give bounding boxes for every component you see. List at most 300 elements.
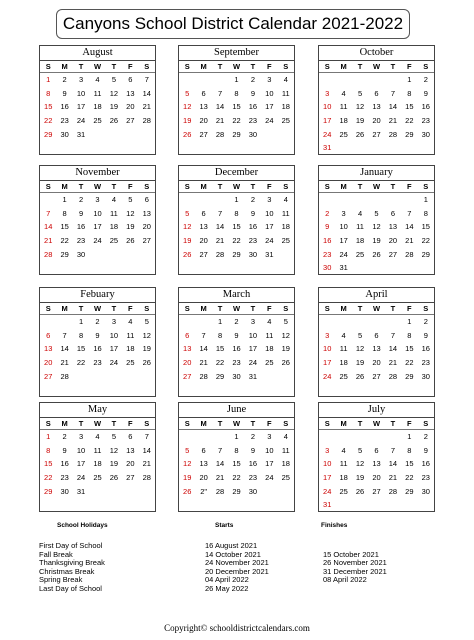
holidays-header-starts: Starts xyxy=(215,522,234,529)
weekday-header: M xyxy=(56,418,72,430)
day-cell: 15 xyxy=(44,459,53,469)
month-name: June xyxy=(179,403,294,418)
weekday-header: T xyxy=(245,303,261,315)
weekday-header: S xyxy=(319,181,335,193)
day-cell: 23 xyxy=(421,116,430,126)
day-cell: 10 xyxy=(76,88,86,98)
day-cell: 12 xyxy=(355,459,365,469)
day-cell: 27 xyxy=(372,129,381,139)
day-cell: 2 xyxy=(78,195,84,204)
day-cell: 10 xyxy=(323,102,332,112)
day-cell: 16 xyxy=(60,102,69,112)
day-cell: 6 xyxy=(390,208,395,218)
month-june xyxy=(178,402,295,512)
day-cell: 13 xyxy=(372,344,381,354)
day-cell: 14 xyxy=(215,222,225,232)
day-cell: 21 xyxy=(215,116,225,126)
day-cell: 12 xyxy=(355,102,365,112)
weekday-header: T xyxy=(352,61,368,73)
day-cell: 22 xyxy=(215,358,225,368)
weekday-header: F xyxy=(122,181,138,193)
weekday-header: M xyxy=(335,181,351,193)
weekday-header: M xyxy=(56,181,72,193)
day-cell: 26 xyxy=(183,249,192,259)
day-cell: 25 xyxy=(281,236,290,246)
day-cell: 31 xyxy=(76,486,86,496)
month-july xyxy=(318,402,435,512)
day-cell: 11 xyxy=(93,445,102,455)
day-empty xyxy=(368,315,384,329)
day-cell: 1 xyxy=(407,317,412,326)
day-cell: 14 xyxy=(388,102,398,112)
day-cell: 4 xyxy=(341,88,346,98)
weekday-header: S xyxy=(139,418,155,430)
copyright-text: Copyright© schooldistrictcalendars.com xyxy=(164,623,310,633)
weekday-header: T xyxy=(212,61,228,73)
day-cell: 4 xyxy=(283,195,288,204)
day-cell: 10 xyxy=(93,208,102,218)
day-cell: 26 xyxy=(183,129,192,139)
day-cell: 3 xyxy=(325,445,330,455)
day-cell: 29 xyxy=(421,249,430,259)
day-cell: 11 xyxy=(281,208,290,218)
day-cell: 13 xyxy=(199,222,208,232)
day-empty xyxy=(195,73,211,87)
day-cell: 3 xyxy=(341,208,346,218)
day-cell: 18 xyxy=(339,358,348,368)
day-cell: 12 xyxy=(142,330,151,340)
day-cell: 6 xyxy=(128,432,133,441)
day-cell: 15 xyxy=(405,344,414,354)
day-cell: 14 xyxy=(60,344,69,354)
day-empty xyxy=(352,193,368,207)
weekday-header: T xyxy=(106,61,122,73)
day-cell: 16 xyxy=(248,459,258,469)
day-cell: 27 xyxy=(142,236,151,246)
weekday-header: S xyxy=(179,181,195,193)
weekday-header: S xyxy=(319,303,335,315)
day-cell: 15 xyxy=(421,222,430,232)
day-cell: 13 xyxy=(126,88,135,98)
day-cell: 15 xyxy=(232,222,241,232)
day-cell: 30 xyxy=(248,249,258,259)
weekday-header: W xyxy=(368,303,384,315)
day-cell: 21 xyxy=(142,459,151,469)
day-cell: 19 xyxy=(183,236,192,246)
day-cell: 23 xyxy=(76,236,86,246)
day-cell: 17 xyxy=(265,102,274,112)
day-cell: 22 xyxy=(405,116,414,126)
day-cell: 2 xyxy=(423,317,428,326)
weekday-header: S xyxy=(278,303,294,315)
day-cell: 4 xyxy=(95,432,100,441)
holiday-starts: 14 October 2021 xyxy=(205,549,261,559)
weekday-header: S xyxy=(418,181,434,193)
day-cell: 22 xyxy=(405,358,414,368)
day-cell: 16 xyxy=(93,344,102,354)
weekday-header: T xyxy=(212,418,228,430)
weekday-header: S xyxy=(139,303,155,315)
day-cell: 3 xyxy=(95,195,100,204)
day-cell: 10 xyxy=(76,445,86,455)
weekday-header: S xyxy=(418,418,434,430)
day-cell: 5 xyxy=(144,317,149,326)
month-name: May xyxy=(40,403,155,418)
day-cell: 27 xyxy=(126,473,135,483)
day-cell: 31 xyxy=(265,249,274,259)
day-cell: 25 xyxy=(126,358,135,368)
weekday-header: M xyxy=(195,61,211,73)
holiday-event: Last Day of School xyxy=(39,583,102,593)
day-cell: 2 xyxy=(250,75,255,84)
day-cell: 26 xyxy=(281,358,290,368)
day-cell: 1 xyxy=(234,432,239,441)
day-empty xyxy=(179,73,195,87)
weekday-header: T xyxy=(385,303,401,315)
day-cell: 7 xyxy=(390,330,395,340)
day-cell: 16 xyxy=(248,102,258,112)
day-cell: 8 xyxy=(234,208,239,218)
weekday-header: S xyxy=(278,61,294,73)
day-cell: 22 xyxy=(232,473,241,483)
holiday-starts: 04 April 2022 xyxy=(205,575,249,584)
day-cell: 21 xyxy=(44,236,53,246)
day-cell: 19 xyxy=(183,116,192,126)
day-cell: 7 xyxy=(407,208,412,218)
weekday-header: M xyxy=(195,181,211,193)
day-cell: 6 xyxy=(46,330,51,340)
weekday-header: M xyxy=(56,61,72,73)
day-cell: 16 xyxy=(60,459,69,469)
weekday-header: T xyxy=(73,303,89,315)
weekday-header: T xyxy=(352,418,368,430)
weekday-header: W xyxy=(89,418,105,430)
day-cell: 5 xyxy=(185,208,190,218)
day-cell: 28 xyxy=(142,116,151,126)
day-cell: 8 xyxy=(234,445,239,455)
day-cell: 23 xyxy=(60,116,69,126)
day-cell: 28 xyxy=(215,249,225,259)
day-cell: 23 xyxy=(248,236,258,246)
day-cell: 30 xyxy=(60,486,69,496)
weekday-header: W xyxy=(89,181,105,193)
day-cell: 10 xyxy=(265,88,274,98)
weekday-header: F xyxy=(122,418,138,430)
day-cell: 24 xyxy=(109,358,119,368)
day-cell: 29 xyxy=(405,486,414,496)
day-cell: 26 xyxy=(126,236,135,246)
day-empty xyxy=(319,315,335,329)
holiday-starts: 24 November 2021 xyxy=(205,558,269,567)
day-cell: 17 xyxy=(76,102,86,112)
day-cell: 2 xyxy=(250,195,255,204)
day-cell: 27 xyxy=(372,486,381,496)
day-cell: 12 xyxy=(109,88,119,98)
day-empty xyxy=(40,193,56,207)
day-cell: 21 xyxy=(388,358,398,368)
day-cell: 8 xyxy=(423,208,428,218)
day-cell: 7 xyxy=(390,445,395,455)
weekday-header: T xyxy=(352,181,368,193)
day-cell: 1 xyxy=(423,195,428,204)
holiday-finishes: 08 April 2022 xyxy=(323,575,367,584)
day-cell: 8 xyxy=(234,88,239,98)
day-cell: 20 xyxy=(126,102,135,112)
weekday-header: M xyxy=(195,418,211,430)
weekday-header: S xyxy=(139,61,155,73)
weekday-header: S xyxy=(40,61,56,73)
day-empty xyxy=(368,430,384,444)
weekday-header: S xyxy=(278,181,294,193)
day-cell: 5 xyxy=(185,88,190,98)
day-cell: 17 xyxy=(265,222,274,232)
day-cell: 14 xyxy=(199,344,208,354)
day-cell: 24 xyxy=(265,236,274,246)
day-empty xyxy=(401,193,417,207)
day-cell: 27 xyxy=(126,116,135,126)
weekday-header: W xyxy=(368,61,384,73)
day-cell: 29 xyxy=(232,129,241,139)
day-cell: 26 xyxy=(355,129,365,139)
day-cell: 17 xyxy=(93,222,102,232)
day-cell: 26 xyxy=(183,486,192,496)
holiday-finishes: 31 December 2021 xyxy=(323,566,387,576)
weekday-header: T xyxy=(106,303,122,315)
day-cell: 10 xyxy=(248,330,258,340)
day-cell: 24 xyxy=(248,358,258,368)
day-cell: 23 xyxy=(248,473,258,483)
weekday-header: S xyxy=(40,303,56,315)
day-cell: 21 xyxy=(60,358,69,368)
day-cell: 13 xyxy=(142,208,151,218)
day-cell: 18 xyxy=(355,236,365,246)
day-cell: 5 xyxy=(111,75,116,84)
day-cell: 14 xyxy=(142,88,151,98)
day-cell: 18 xyxy=(339,116,348,126)
day-cell: 12 xyxy=(109,445,119,455)
day-cell: 4 xyxy=(267,317,272,326)
day-cell: 8 xyxy=(78,330,84,340)
day-cell: 14 xyxy=(142,445,151,455)
weekday-header: S xyxy=(319,61,335,73)
day-cell: 8 xyxy=(46,88,51,98)
day-cell: 24 xyxy=(76,473,86,483)
day-cell: 30 xyxy=(248,129,258,139)
day-cell: 9 xyxy=(423,88,428,98)
day-cell: 13 xyxy=(388,222,398,232)
day-cell: 22 xyxy=(76,358,86,368)
day-cell: 4 xyxy=(95,75,100,84)
day-cell: 2 xyxy=(423,75,428,84)
day-cell: 5 xyxy=(357,445,363,455)
weekday-header: F xyxy=(261,418,277,430)
day-cell: 18 xyxy=(93,102,102,112)
day-cell: 12 xyxy=(183,459,192,469)
weekday-header: T xyxy=(73,181,89,193)
day-cell: 24 xyxy=(323,371,332,381)
day-cell: 29 xyxy=(60,249,69,259)
day-cell: 5 xyxy=(111,432,116,441)
day-cell: 4 xyxy=(341,445,346,455)
day-cell: 13 xyxy=(183,344,192,354)
day-cell: 12 xyxy=(281,330,290,340)
day-empty xyxy=(40,315,56,329)
day-cell: 9 xyxy=(62,88,67,98)
month-august xyxy=(39,45,156,155)
weekday-header: T xyxy=(352,303,368,315)
month-name: January xyxy=(319,166,434,181)
day-cell: 26 xyxy=(372,249,381,259)
day-cell: 14 xyxy=(388,459,398,469)
weekday-header: S xyxy=(40,418,56,430)
weekday-header: S xyxy=(179,303,195,315)
day-cell: 26 xyxy=(109,116,119,126)
day-cell: 17 xyxy=(248,344,258,354)
weekday-header: F xyxy=(401,303,417,315)
months-grid xyxy=(39,45,435,517)
day-cell: 25 xyxy=(281,473,290,483)
day-cell: 3 xyxy=(267,432,272,441)
day-cell: 8 xyxy=(62,208,67,218)
day-cell: 2" xyxy=(200,486,208,496)
day-cell: 22 xyxy=(405,473,414,483)
day-cell: 20 xyxy=(388,236,398,246)
month-name: September xyxy=(179,46,294,61)
day-cell: 6 xyxy=(374,330,379,340)
day-cell: 4 xyxy=(341,330,346,340)
weekday-header: M xyxy=(335,61,351,73)
month-name: November xyxy=(40,166,155,181)
day-cell: 16 xyxy=(248,222,258,232)
day-cell: 29 xyxy=(232,486,241,496)
weekday-header: T xyxy=(212,181,228,193)
weekday-header: T xyxy=(212,303,228,315)
day-cell: 28 xyxy=(199,371,208,381)
day-cell: 6 xyxy=(185,330,190,340)
day-cell: 5 xyxy=(185,445,190,455)
day-cell: 18 xyxy=(109,222,119,232)
day-cell: 13 xyxy=(199,102,208,112)
day-cell: 6 xyxy=(201,208,206,218)
day-cell: 2 xyxy=(250,432,255,441)
day-cell: 19 xyxy=(109,102,119,112)
day-cell: 13 xyxy=(199,459,208,469)
day-cell: 19 xyxy=(142,344,151,354)
day-cell: 2 xyxy=(325,208,330,218)
day-cell: 25 xyxy=(355,249,365,259)
day-cell: 24 xyxy=(93,236,102,246)
weekday-header: S xyxy=(179,61,195,73)
day-cell: 1 xyxy=(234,195,239,204)
day-cell: 21 xyxy=(199,358,208,368)
day-cell: 14 xyxy=(388,344,398,354)
month-name: August xyxy=(40,46,155,61)
day-cell: 14 xyxy=(44,222,53,232)
day-cell: 8 xyxy=(217,330,223,340)
day-cell: 10 xyxy=(323,459,332,469)
weekday-header: F xyxy=(122,303,138,315)
day-empty xyxy=(319,73,335,87)
day-cell: 23 xyxy=(248,116,258,126)
month-november xyxy=(39,165,156,275)
day-cell: 4 xyxy=(283,432,288,441)
weekday-header: W xyxy=(228,418,244,430)
day-cell: 12 xyxy=(183,102,192,112)
day-cell: 17 xyxy=(265,459,274,469)
weekday-header: F xyxy=(401,418,417,430)
weekday-header: W xyxy=(368,181,384,193)
day-cell: 30 xyxy=(248,486,258,496)
day-cell: 17 xyxy=(323,358,332,368)
day-empty xyxy=(352,430,368,444)
day-cell: 7 xyxy=(217,88,223,98)
day-cell: 13 xyxy=(126,445,135,455)
day-cell: 3 xyxy=(78,75,84,84)
month-september xyxy=(178,45,295,155)
day-cell: 7 xyxy=(217,445,223,455)
day-cell: 14 xyxy=(215,102,225,112)
day-cell: 24 xyxy=(265,473,274,483)
day-cell: 26 xyxy=(109,473,119,483)
weekday-header: T xyxy=(385,418,401,430)
day-cell: 16 xyxy=(421,102,430,112)
day-cell: 24 xyxy=(339,249,348,259)
day-cell: 8 xyxy=(407,445,412,455)
holiday-finishes: 15 October 2021 xyxy=(323,549,379,559)
day-cell: 1 xyxy=(217,317,223,326)
month-december xyxy=(178,165,295,275)
day-cell: 21 xyxy=(215,473,225,483)
day-cell: 2 xyxy=(95,317,100,326)
day-cell: 22 xyxy=(232,116,241,126)
day-cell: 26 xyxy=(355,486,365,496)
day-cell: 5 xyxy=(374,208,379,218)
day-empty xyxy=(56,315,72,329)
day-cell: 17 xyxy=(339,236,348,246)
day-cell: 27 xyxy=(388,249,398,259)
month-may xyxy=(39,402,156,512)
day-empty xyxy=(385,193,401,207)
day-cell: 4 xyxy=(283,75,288,84)
weekday-header: F xyxy=(401,61,417,73)
day-cell: 23 xyxy=(421,473,430,483)
day-cell: 1 xyxy=(234,75,239,84)
day-cell: 22 xyxy=(232,236,241,246)
weekday-header: T xyxy=(106,181,122,193)
day-cell: 17 xyxy=(76,459,86,469)
holiday-event: Spring Break xyxy=(39,575,83,584)
day-cell: 23 xyxy=(232,358,241,368)
day-cell: 29 xyxy=(405,371,414,381)
day-cell: 30 xyxy=(323,263,332,273)
day-empty xyxy=(179,193,195,207)
day-cell: 16 xyxy=(421,344,430,354)
day-cell: 1 xyxy=(407,432,412,441)
day-cell: 11 xyxy=(339,344,348,354)
day-cell: 26 xyxy=(355,371,365,381)
day-cell: 18 xyxy=(281,102,290,112)
weekday-header: T xyxy=(245,181,261,193)
day-cell: 19 xyxy=(372,236,381,246)
day-empty xyxy=(212,193,228,207)
day-empty xyxy=(319,193,335,207)
day-cell: 25 xyxy=(265,358,274,368)
day-empty xyxy=(352,315,368,329)
day-cell: 15 xyxy=(405,459,414,469)
day-empty xyxy=(385,430,401,444)
day-cell: 22 xyxy=(44,473,53,483)
day-cell: 25 xyxy=(109,236,119,246)
